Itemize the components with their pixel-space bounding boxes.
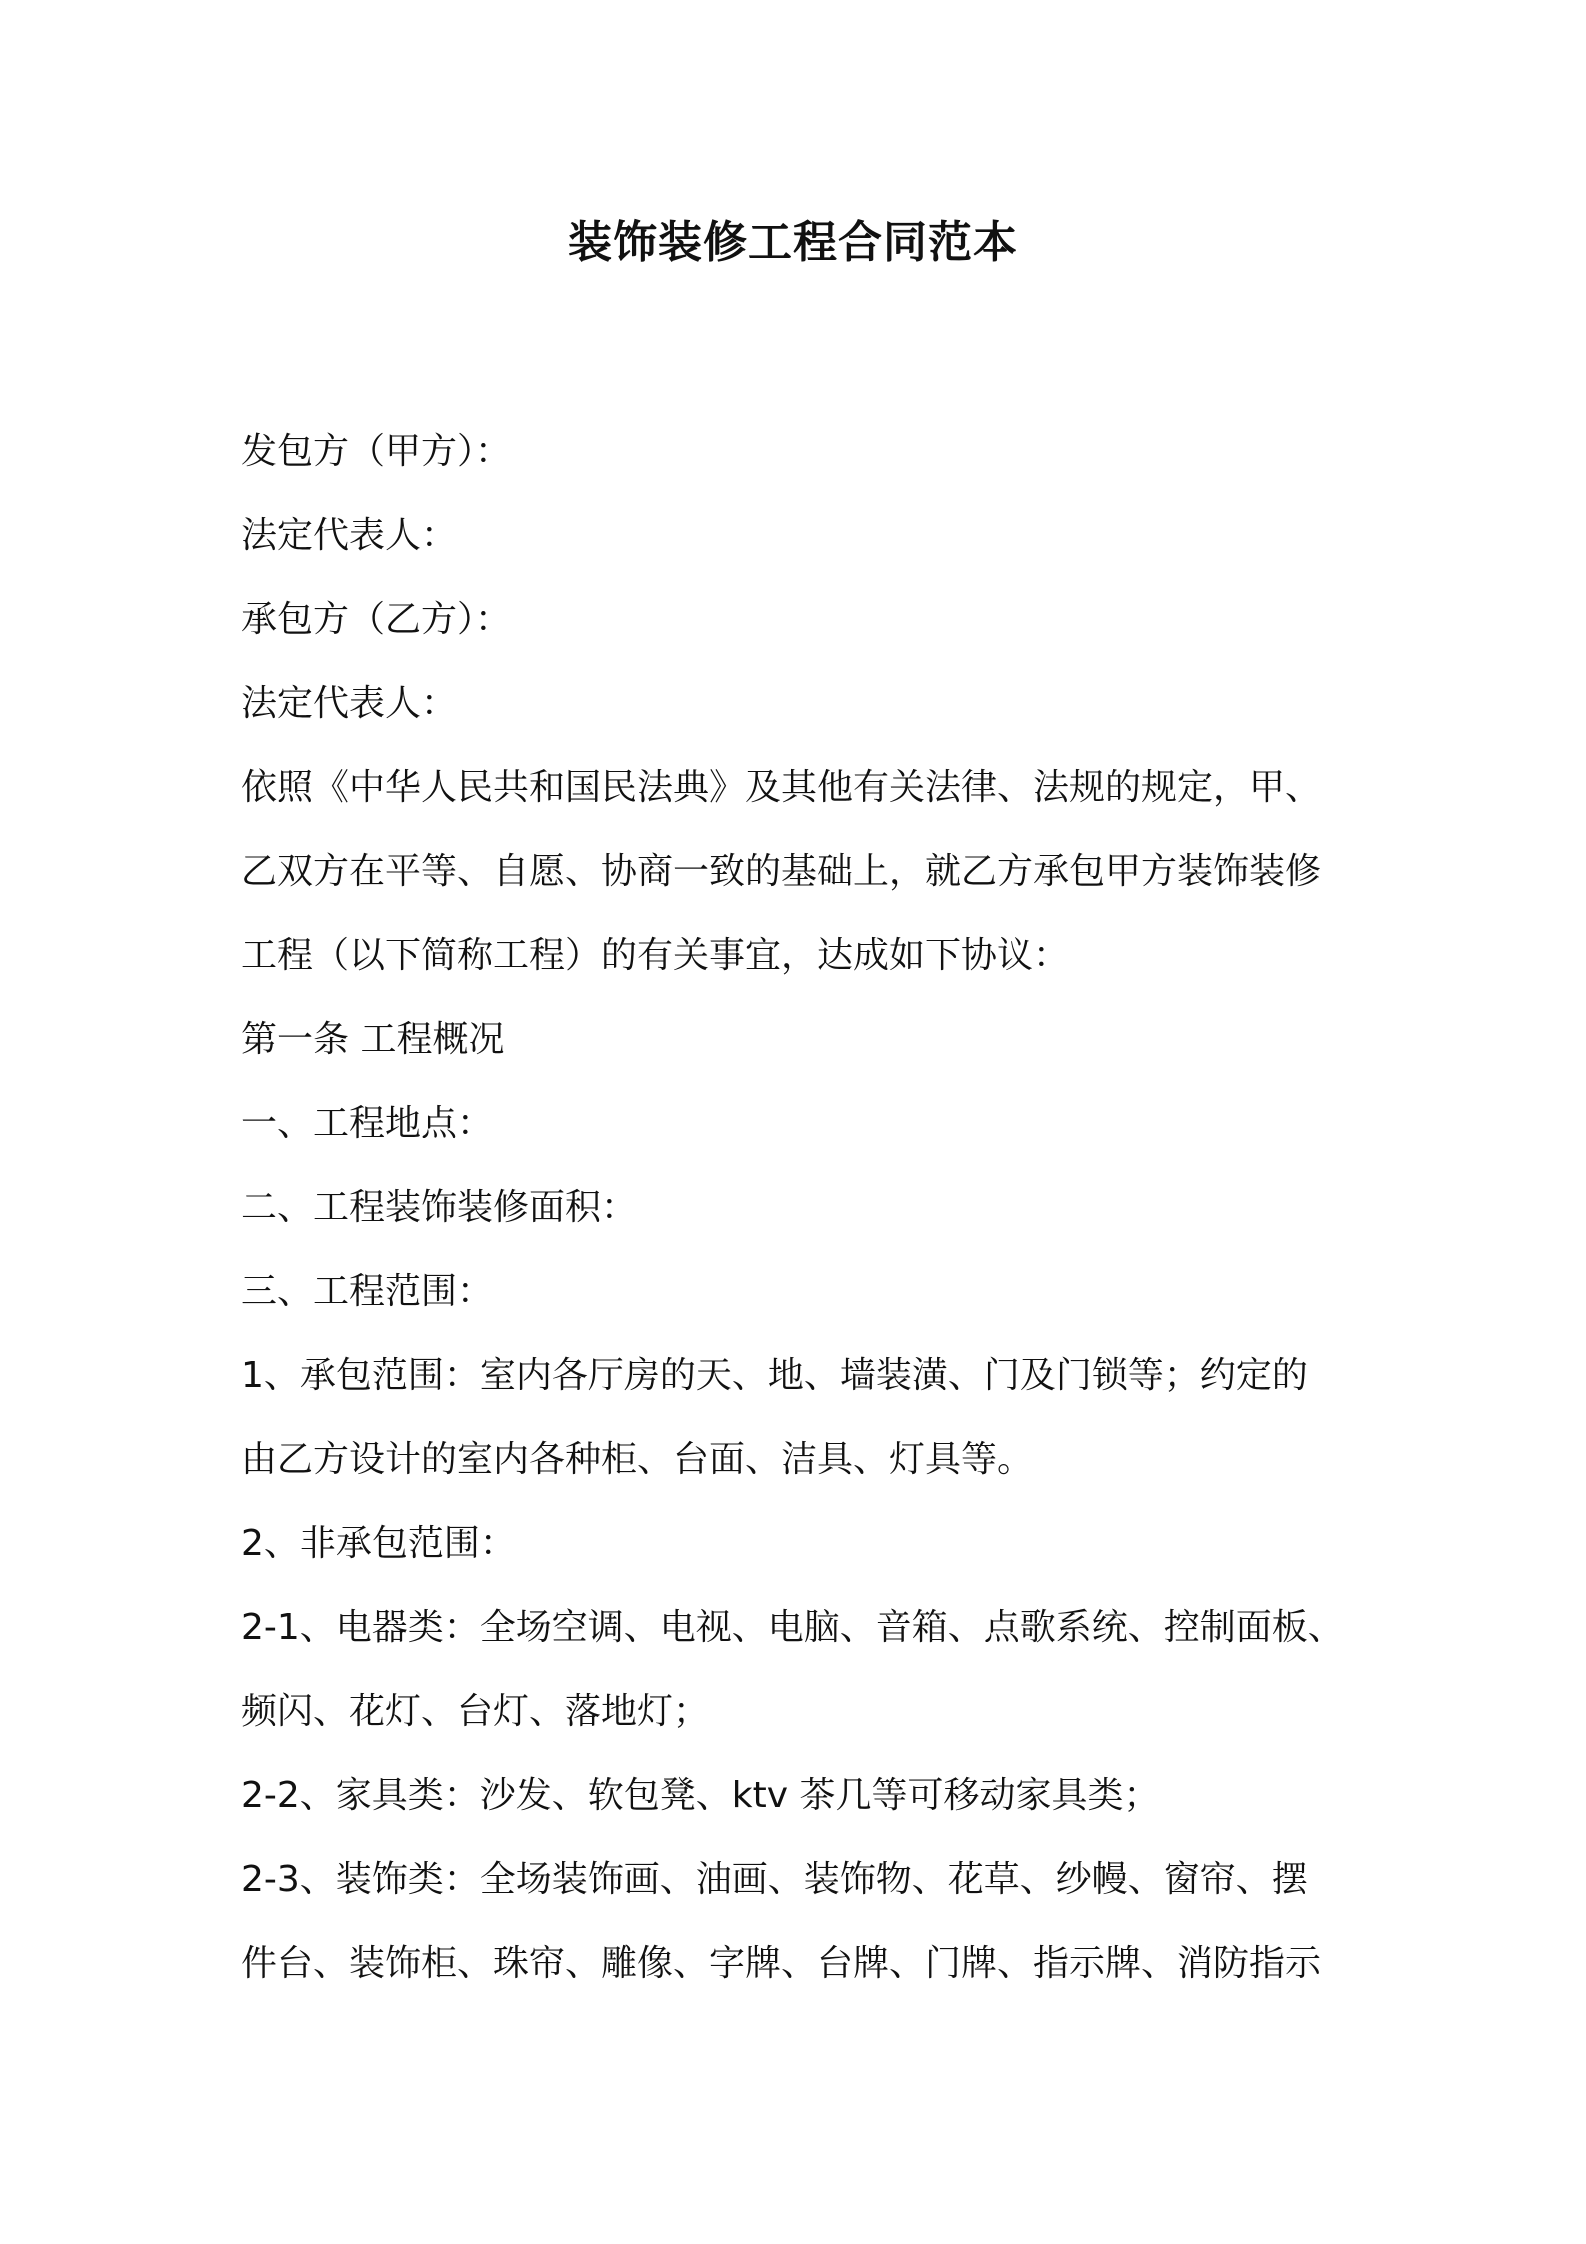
excluded-electrical-line-2: 频闪、花灯、台灯、落地灯； bbox=[241, 1691, 710, 1732]
excluded-furniture-line: 2-2、家具类：沙发、软包凳、ktv 茶几等可移动家具类； bbox=[241, 1775, 1160, 1816]
line-contractor: 承包方（乙方）： bbox=[241, 599, 512, 640]
item-project-area: 二、工程装饰装修面积： bbox=[241, 1187, 638, 1228]
item-project-scope: 三、工程范围： bbox=[241, 1271, 494, 1312]
item-project-location: 一、工程地点： bbox=[241, 1103, 494, 1144]
article-1-heading: 第一条 工程概况 bbox=[241, 1019, 505, 1060]
scope-included-line-1: 1、承包范围：室内各厅房的天、地、墙装潢、门及门锁等；约定的 bbox=[241, 1355, 1308, 1396]
line-contractor-representative: 法定代表人： bbox=[241, 683, 458, 724]
scope-excluded-heading: 2、非承包范围： bbox=[241, 1523, 516, 1564]
excluded-decoration-line-2: 件台、装饰柜、珠帘、雕像、字牌、台牌、门牌、指示牌、消防指示 bbox=[241, 1943, 1322, 1984]
line-employer: 发包方（甲方）： bbox=[241, 431, 512, 472]
preamble-line-3: 工程（以下简称工程）的有关事宜，达成如下协议： bbox=[241, 935, 1070, 976]
preamble-line-2: 乙双方在平等、自愿、协商一致的基础上，就乙方承包甲方装饰装修 bbox=[241, 851, 1322, 892]
scope-included-line-2: 由乙方设计的室内各种柜、台面、洁具、灯具等。 bbox=[241, 1439, 1034, 1480]
document-body bbox=[241, 410, 1391, 2006]
document-title: 装饰装修工程合同范本 bbox=[568, 217, 1018, 268]
preamble-line-1: 依照《中华人民共和国民法典》及其他有关法律、法规的规定，甲、 bbox=[241, 767, 1322, 808]
excluded-electrical-line-1: 2-1、电器类：全场空调、电视、电脑、音箱、点歌系统、控制面板、 bbox=[241, 1607, 1344, 1648]
line-employer-representative: 法定代表人： bbox=[241, 515, 458, 556]
excluded-decoration-line-1: 2-3、装饰类：全场装饰画、油画、装饰物、花草、纱幔、窗帘、摆 bbox=[241, 1859, 1308, 1900]
